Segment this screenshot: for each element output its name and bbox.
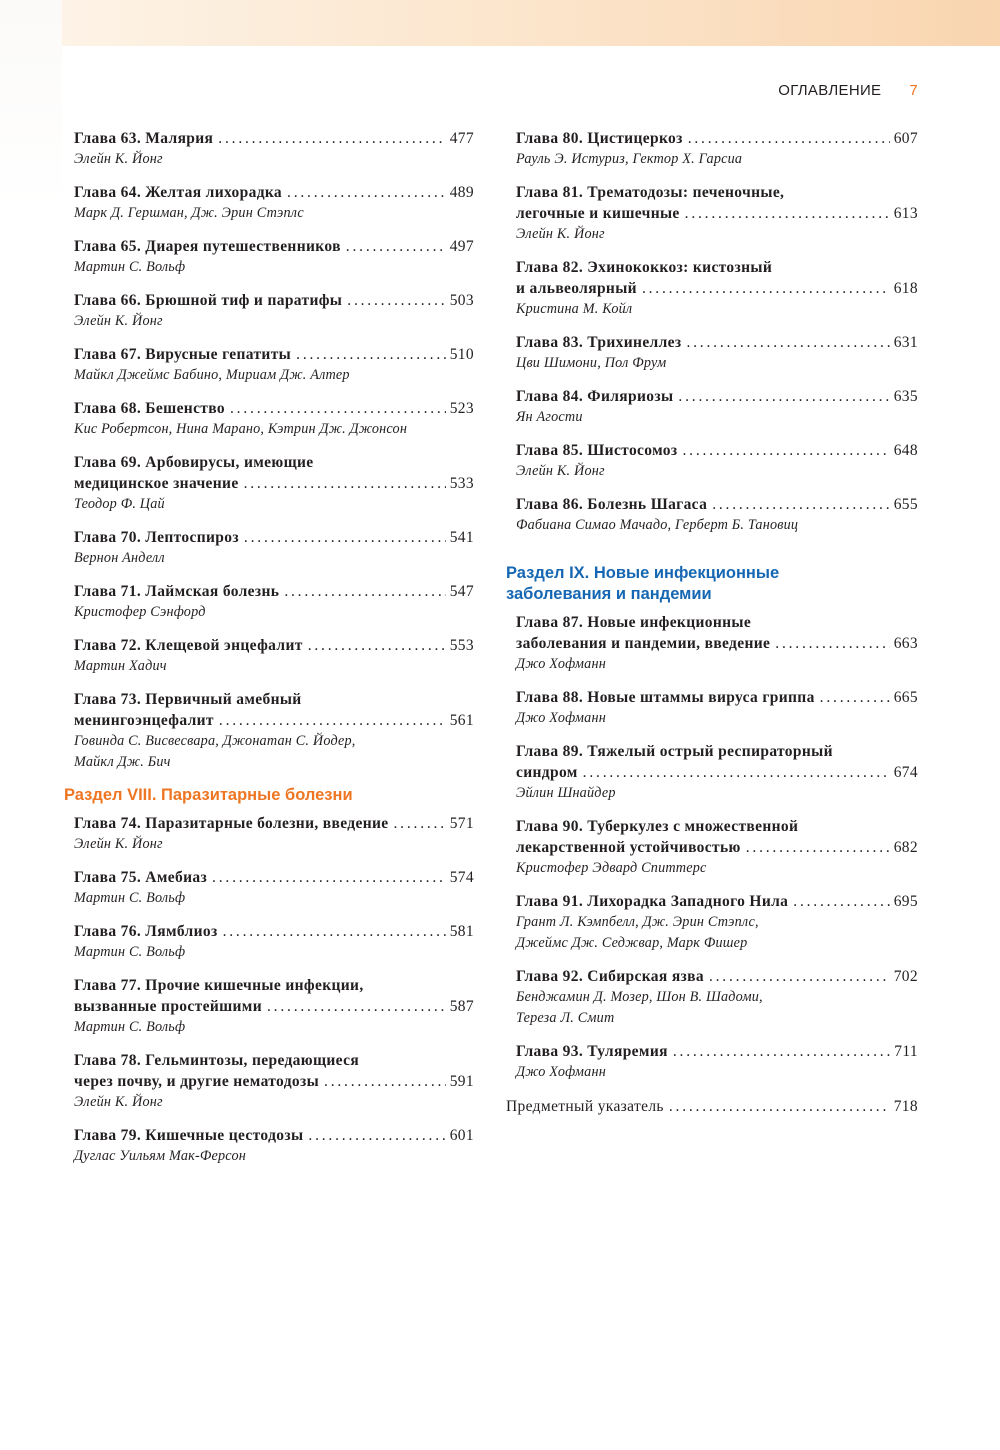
chapter-authors: Джо Хофманн [516, 710, 606, 726]
chapter-title-line [516, 762, 918, 783]
toc-entry[interactable] [74, 344, 474, 386]
chapter-title-text: вызванные простейшими [74, 998, 262, 1015]
chapter-page-number: 674 [893, 764, 918, 781]
chapter-title-text: Глава 74. Паразитарные болезни, введение [74, 815, 389, 832]
chapter-authors: Мартин С. Вольф [74, 259, 186, 275]
toc-entry[interactable] [74, 581, 474, 623]
chapter-title-line [516, 203, 918, 224]
chapter-title-text: Глава 64. Желтая лихорадка [74, 184, 283, 201]
chapter-authors: Бенджамин Д. Мозер, Шон В. Шадоми, [516, 989, 763, 1005]
toc-entry[interactable] [74, 867, 474, 909]
chapter-authors: Элейн К. Йонг [74, 151, 163, 167]
chapter-title-line [74, 635, 474, 656]
leader-dots [244, 527, 446, 548]
leader-dots [820, 687, 890, 708]
chapter-title-line [516, 128, 918, 149]
running-head [778, 82, 918, 99]
chapter-title-line [74, 527, 474, 548]
chapter-title-line [74, 975, 474, 996]
chapter-page-number: 601 [449, 1127, 474, 1144]
chapter-title-text: Глава 81. Трематодозы: печеночные, [516, 184, 785, 201]
toc-entry[interactable] [74, 813, 474, 855]
toc-list-left-a [74, 128, 474, 773]
toc-entry[interactable] [74, 921, 474, 963]
toc-entry[interactable] [516, 440, 918, 482]
leader-dots [244, 473, 446, 494]
chapter-page-number: 682 [893, 839, 918, 856]
chapter-title-text: менингоэнцефалит [74, 712, 214, 729]
leader-dots [583, 762, 890, 783]
toc-entry[interactable] [74, 398, 474, 440]
chapter-title-line [516, 182, 918, 203]
chapter-title-line [74, 1125, 474, 1146]
chapter-title-line [74, 290, 474, 311]
chapter-page-number: 553 [449, 637, 474, 654]
chapter-authors: Фабиана Симао Мачадо, Герберт Б. Тановиц [516, 517, 799, 533]
chapter-title-line [516, 332, 918, 353]
leader-dots [346, 236, 446, 257]
chapter-authors: Говинда С. Висвесвара, Джонатан С. Йодер, [74, 733, 356, 749]
chapter-title-line [516, 257, 918, 278]
chapter-title-text: медицинское значение [74, 475, 239, 492]
chapter-title-line [516, 891, 918, 912]
toc-entry[interactable] [516, 687, 918, 729]
toc-list-left-b [74, 813, 474, 1167]
leader-dots [212, 867, 446, 888]
chapter-authors: Мартин С. Вольф [74, 890, 186, 906]
chapter-title-text: Глава 63. Малярия [74, 130, 214, 147]
toc-entry[interactable] [74, 182, 474, 224]
leader-dots [678, 386, 889, 407]
chapter-page-number: 607 [893, 130, 918, 147]
chapter-title-text: Глава 68. Бешенство [74, 400, 225, 417]
chapter-title-text: Глава 73. Первичный амебный [74, 691, 302, 708]
leader-dots [287, 182, 446, 203]
chapter-authors: Тереза Л. Смит [516, 1010, 615, 1026]
chapter-authors: Элейн К. Йонг [516, 463, 605, 479]
chapter-title-line [74, 1050, 474, 1071]
toc-entry[interactable] [516, 816, 918, 879]
section-ix-block [506, 563, 918, 1095]
chapter-page-number: 477 [449, 130, 474, 147]
toc-list-right-b [516, 612, 918, 1083]
chapter-title-line [74, 813, 474, 834]
toc-entry[interactable] [74, 689, 474, 773]
chapter-authors: Ян Агости [516, 409, 583, 425]
toc-entry[interactable] [516, 741, 918, 804]
running-head-title: ОГЛАВЛЕНИЕ [778, 82, 882, 99]
chapter-title-text: Глава 88. Новые штаммы вируса гриппа [516, 689, 815, 706]
chapter-title-line [516, 687, 918, 708]
chapter-title-line [74, 921, 474, 942]
chapter-page-number: 533 [449, 475, 474, 492]
chapter-title-text: Глава 83. Трихинеллез [516, 334, 682, 351]
leader-dots [284, 581, 445, 602]
chapter-page-number: 547 [449, 583, 474, 600]
chapter-authors: Дуглас Уильям Мак-Ферсон [74, 1148, 246, 1164]
chapter-authors: Теодор Ф. Цай [74, 496, 165, 512]
chapter-title-text: и альвеолярный [516, 280, 637, 297]
leader-dots [219, 710, 446, 731]
chapter-title-text: Глава 90. Туберкулез с множественной [516, 818, 799, 835]
toc-list-right-a [516, 128, 918, 536]
chapter-title-text: Глава 93. Туляремия [516, 1043, 668, 1060]
chapter-authors: Элейн К. Йонг [74, 1094, 163, 1110]
chapter-title-line [516, 816, 918, 837]
chapter-title-line [516, 633, 918, 654]
leader-dots [223, 921, 446, 942]
page-edge-shade [0, 0, 62, 210]
leader-dots [308, 635, 446, 656]
chapter-authors: Элейн К. Йонг [516, 226, 605, 242]
chapter-page-number: 613 [893, 205, 918, 222]
chapter-page-number: 574 [449, 869, 474, 886]
leader-dots [324, 1071, 446, 1092]
chapter-title-line [74, 996, 474, 1017]
chapter-authors: Эйлин Шнайдер [516, 785, 616, 801]
chapter-page-number: 655 [893, 496, 918, 513]
chapter-page-number: 497 [449, 238, 474, 255]
chapter-title-line [516, 612, 918, 633]
chapter-authors: Кристина М. Койл [516, 301, 633, 317]
chapter-authors: Джо Хофманн [516, 1064, 606, 1080]
toc-right-column [516, 128, 918, 548]
toc-entry[interactable] [516, 332, 918, 374]
chapter-title-text: Глава 84. Филяриозы [516, 388, 674, 405]
chapter-title-line [74, 452, 474, 473]
chapter-title-text: Глава 75. Амебиаз [74, 869, 208, 886]
chapter-authors: Мартин С. Вольф [74, 1019, 186, 1035]
chapter-authors: Майкл Джеймс Бабино, Мириам Дж. Алтер [74, 367, 350, 383]
toc-entry[interactable] [516, 128, 918, 170]
chapter-page-number: 648 [893, 442, 918, 459]
toc-entry[interactable] [74, 452, 474, 515]
chapter-page-number: 618 [893, 280, 918, 297]
leader-dots [669, 1096, 890, 1117]
chapter-title-text: Глава 71. Лаймская болезнь [74, 583, 280, 600]
page-number: 7 [909, 82, 918, 99]
toc-entry[interactable] [516, 386, 918, 428]
chapter-title-text: заболевания и пандемии, введение [516, 635, 771, 652]
chapter-title-text: Глава 78. Гельминтозы, передающиеся [74, 1052, 360, 1069]
chapter-title-text: Глава 77. Прочие кишечные инфекции, [74, 977, 364, 994]
chapter-page-number: 581 [449, 923, 474, 940]
chapter-page-number: 561 [449, 712, 474, 729]
chapter-title-text: лекарственной устойчивостью [516, 839, 741, 856]
chapter-title-line [74, 710, 474, 731]
chapter-title-line [74, 128, 474, 149]
leader-dots [642, 278, 890, 299]
chapter-authors: Мартин Хадич [74, 658, 167, 674]
chapter-title-line [516, 741, 918, 762]
chapter-title-line [516, 1041, 918, 1062]
leader-dots [267, 996, 446, 1017]
chapter-page-number: 591 [449, 1073, 474, 1090]
chapter-title-line [516, 837, 918, 858]
section-ix-title[interactable] [506, 563, 918, 605]
toc-entry[interactable] [74, 236, 474, 278]
chapter-page-number: 631 [893, 334, 918, 351]
leader-dots [230, 398, 446, 419]
leader-dots [712, 494, 890, 515]
chapter-page-number: 711 [894, 1043, 918, 1060]
chapter-page-number: 695 [893, 893, 918, 910]
toc-entry[interactable] [516, 257, 918, 320]
leader-dots [218, 128, 445, 149]
toc-entry[interactable] [516, 966, 918, 1029]
chapter-page-number: 635 [893, 388, 918, 405]
section-ix-title-line-2: заболевания и пандемии [506, 585, 712, 603]
chapter-title-text: легочные и кишечные [516, 205, 680, 222]
chapter-authors: Элейн К. Йонг [74, 313, 163, 329]
subject-index-page: 718 [893, 1098, 918, 1115]
chapter-authors: Марк Д. Гершман, Дж. Эрин Стэплс [74, 205, 304, 221]
chapter-title-line [74, 398, 474, 419]
chapter-authors: Джо Хофманн [516, 656, 606, 672]
leader-dots [394, 813, 446, 834]
chapter-authors: Джеймс Дж. Седжвар, Марк Фишер [516, 935, 748, 951]
toc-entry[interactable] [74, 290, 474, 332]
toc-entry[interactable] [516, 182, 918, 245]
chapter-title-text: Глава 80. Цистицеркоз [516, 130, 683, 147]
chapter-title-line [74, 867, 474, 888]
chapter-title-text: Глава 65. Диарея путешественников [74, 238, 341, 255]
leader-dots [673, 1041, 890, 1062]
chapter-title-line [516, 966, 918, 987]
toc-entry[interactable] [516, 891, 918, 954]
leader-dots [685, 203, 890, 224]
leader-dots [296, 344, 446, 365]
chapter-title-line [516, 440, 918, 461]
chapter-title-text: Глава 79. Кишечные цестодозы [74, 1127, 304, 1144]
chapter-authors: Кристофер Сэнфорд [74, 604, 206, 620]
toc-entry[interactable] [516, 494, 918, 536]
chapter-title-line [516, 386, 918, 407]
leader-dots [709, 966, 890, 987]
toc-entry[interactable] [74, 128, 474, 170]
chapter-title-line [74, 344, 474, 365]
toc-left-column [64, 128, 474, 1179]
chapter-authors: Цви Шимони, Пол Фрум [516, 355, 667, 371]
chapter-title-line [516, 278, 918, 299]
chapter-page-number: 489 [449, 184, 474, 201]
leader-dots [308, 1125, 445, 1146]
chapter-title-line [74, 182, 474, 203]
leader-dots [793, 891, 889, 912]
chapter-title-text: Глава 70. Лептоспироз [74, 529, 239, 546]
chapter-title-line [74, 473, 474, 494]
toc-entry[interactable] [74, 527, 474, 569]
chapter-authors: Вернон Анделл [74, 550, 165, 566]
chapter-title-text: Глава 92. Сибирская язва [516, 968, 704, 985]
toc-entry[interactable] [74, 635, 474, 677]
chapter-authors: Грант Л. Кэмпбелл, Дж. Эрин Стэплс, [516, 914, 759, 930]
leader-dots [686, 332, 889, 353]
toc-entry[interactable] [74, 975, 474, 1038]
leader-dots [688, 128, 890, 149]
chapter-title-text: Глава 82. Эхинококкоз: кистозный [516, 259, 773, 276]
chapter-title-text: Глава 87. Новые инфекционные [516, 614, 752, 631]
chapter-page-number: 523 [449, 400, 474, 417]
chapter-authors: Элейн К. Йонг [74, 836, 163, 852]
chapter-page-number: 541 [449, 529, 474, 546]
chapter-page-number: 510 [449, 346, 474, 363]
chapter-page-number: 665 [893, 689, 918, 706]
chapter-page-number: 587 [449, 998, 474, 1015]
toc-entry[interactable] [74, 1050, 474, 1113]
chapter-title-text: Глава 91. Лихорадка Западного Нила [516, 893, 789, 910]
toc-entry[interactable] [516, 1041, 918, 1083]
chapter-authors: Майкл Дж. Бич [74, 754, 171, 770]
chapter-title-text: Глава 69. Арбовирусы, имеющие [74, 454, 314, 471]
chapter-title-line [516, 494, 918, 515]
chapter-title-text: синдром [516, 764, 578, 781]
section-ix-title-line-1: Раздел IX. Новые инфекционные [506, 564, 780, 582]
chapter-title-text: Глава 85. Шистосомоз [516, 442, 678, 459]
chapter-authors: Кристофер Эдвард Спиттерс [516, 860, 707, 876]
section-viii-title[interactable]: Раздел VIII. Паразитарные болезни [64, 786, 353, 804]
chapter-title-text: Глава 89. Тяжелый острый респираторный [516, 743, 833, 760]
chapter-title-text: Глава 72. Клещевой энцефалит [74, 637, 303, 654]
chapter-authors: Мартин С. Вольф [74, 944, 186, 960]
chapter-title-line [74, 581, 474, 602]
chapter-title-line [74, 689, 474, 710]
subject-index-entry[interactable] [506, 1096, 918, 1117]
chapter-title-text: через почву, и другие нематодозы [74, 1073, 320, 1090]
chapter-title-text: Глава 86. Болезнь Шагаса [516, 496, 708, 513]
subject-index-label: Предметный указатель [506, 1098, 664, 1115]
leader-dots [746, 837, 890, 858]
chapter-authors: Рауль Э. Истуриз, Гектор Х. Гарсиа [516, 151, 743, 167]
chapter-title-text: Глава 67. Вирусные гепатиты [74, 346, 292, 363]
chapter-title-text: Глава 76. Лямблиоз [74, 923, 218, 940]
leader-dots [347, 290, 445, 311]
chapter-title-line [74, 1071, 474, 1092]
chapter-page-number: 571 [449, 815, 474, 832]
toc-entry[interactable] [74, 1125, 474, 1167]
chapter-page-number: 503 [449, 292, 474, 309]
chapter-page-number: 702 [893, 968, 918, 985]
chapter-title-line [74, 236, 474, 257]
leader-dots [682, 440, 889, 461]
chapter-page-number: 663 [893, 635, 918, 652]
chapter-title-text: Глава 66. Брюшной тиф и паратифы [74, 292, 343, 309]
header-color-band [62, 0, 1000, 46]
toc-entry[interactable] [516, 612, 918, 675]
leader-dots [775, 633, 889, 654]
chapter-authors: Кис Робертсон, Нина Марано, Кэтрин Дж. Джонсон [74, 421, 408, 437]
